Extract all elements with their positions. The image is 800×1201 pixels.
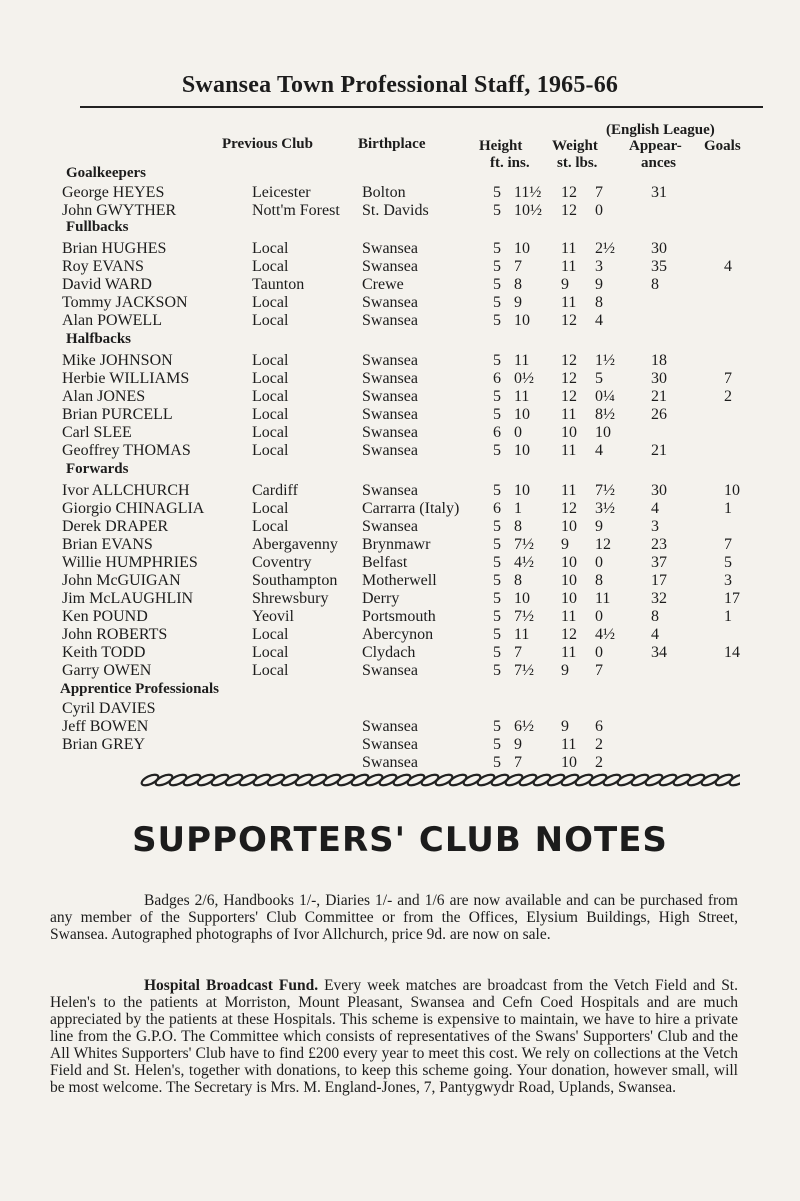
cell-hi: 10	[514, 312, 530, 329]
header-weight: Weight	[552, 138, 598, 154]
cell-wl: 7½	[595, 482, 615, 499]
cell-name: Mike JOHNSON	[62, 352, 173, 369]
table-row	[0, 572, 800, 590]
cell-prev: Local	[252, 312, 289, 329]
cell-hi: 8	[514, 518, 522, 535]
cell-hf: 5	[493, 590, 501, 607]
cell-hf: 6	[493, 424, 501, 441]
header-height-units: ft. ins.	[490, 155, 530, 171]
cell-app: 32	[651, 590, 667, 607]
cell-name: Jim McLAUGHLIN	[62, 590, 194, 607]
cell-prev: Shrewsbury	[252, 590, 329, 607]
cell-hf: 5	[493, 352, 501, 369]
cell-goals: 2	[724, 388, 732, 405]
cell-app: 37	[651, 554, 667, 571]
cell-prev: Southampton	[252, 572, 338, 589]
cell-goals: 3	[724, 572, 732, 589]
header-goals: Goals	[704, 138, 741, 154]
cell-wl: 1½	[595, 352, 615, 369]
cell-wl: 10	[595, 424, 611, 441]
cell-name: Herbie WILLIAMS	[62, 370, 190, 387]
supporters-club-heading: SUPPORTERS' CLUB NOTES	[132, 820, 668, 860]
cell-hf: 6	[493, 370, 501, 387]
cell-hf: 5	[493, 482, 501, 499]
cell-name: Brian HUGHES	[62, 240, 167, 257]
cell-hf: 5	[493, 662, 501, 679]
table-row	[0, 608, 800, 626]
cell-hf: 5	[493, 388, 501, 405]
section-apprentice: Apprentice Professionals	[60, 681, 220, 697]
cell-prev: Leicester	[252, 184, 311, 201]
cell-prev: Abergavenny	[252, 536, 338, 553]
cell-ws: 11	[561, 482, 577, 499]
cell-wl: 7	[595, 184, 603, 201]
cell-ws: 11	[561, 644, 577, 661]
cell-hi: 7	[514, 644, 522, 661]
cell-birth: Swansea	[362, 352, 418, 369]
cell-wl: 0	[595, 202, 603, 219]
table-row	[0, 536, 800, 554]
table-row	[0, 406, 800, 424]
cell-wl: 4	[595, 442, 603, 459]
table-row	[0, 700, 800, 718]
cell-wl: 4	[595, 312, 603, 329]
cell-app: 30	[651, 370, 667, 387]
cell-birth: Carrarra (Italy)	[362, 500, 460, 517]
cell-birth: Swansea	[362, 736, 418, 753]
cell-hf: 5	[493, 258, 501, 275]
cell-ws: 12	[561, 500, 577, 517]
cell-prev: Local	[252, 388, 289, 405]
cell-app: 26	[651, 406, 667, 423]
table-row	[0, 294, 800, 312]
cell-hf: 5	[493, 554, 501, 571]
cell-app: 30	[651, 482, 667, 499]
cell-name: Giorgio CHINAGLIA	[62, 500, 205, 517]
table-row	[0, 482, 800, 500]
cell-goals: 7	[724, 370, 732, 387]
cell-hf: 5	[493, 626, 501, 643]
cell-name: Roy EVANS	[62, 258, 144, 275]
cell-name: Geoffrey THOMAS	[62, 442, 191, 459]
cell-name: Keith TODD	[62, 644, 146, 661]
cell-prev: Local	[252, 442, 289, 459]
cell-ws: 9	[561, 662, 569, 679]
cell-wl: 0¼	[595, 388, 615, 405]
cell-birth: Swansea	[362, 240, 418, 257]
notes-paragraph-badges: Badges 2/6, Handbooks 1/-, Diaries 1/- and 1/6 are now available and can be purchased from any member of the Supporters' Club Committee or from the Offices, Elysium Buildings, High Street, Swansea. Autographed photographs of Ivor Allchurch, price 9d. are now on sale.	[50, 892, 738, 943]
cell-goals: 5	[724, 554, 732, 571]
table-row	[0, 240, 800, 258]
cell-hi: 9	[514, 294, 522, 311]
cell-hi: 10	[514, 240, 530, 257]
cell-birth: Brynmawr	[362, 536, 431, 553]
cell-name: Ivor ALLCHURCH	[62, 482, 190, 499]
table-row	[0, 258, 800, 276]
cell-name: John ROBERTS	[62, 626, 168, 643]
cell-birth: Swansea	[362, 294, 418, 311]
cell-hi: 10½	[514, 202, 542, 219]
cell-prev: Local	[252, 424, 289, 441]
cell-app: 18	[651, 352, 667, 369]
cell-prev: Yeovil	[252, 608, 294, 625]
cell-goals: 14	[724, 644, 740, 661]
cell-goals: 1	[724, 608, 732, 625]
cell-hi: 0½	[514, 370, 534, 387]
cell-prev: Local	[252, 406, 289, 423]
cell-hf: 5	[493, 608, 501, 625]
cell-hf: 5	[493, 754, 501, 771]
cell-wl: 2	[595, 754, 603, 771]
cell-ws: 12	[561, 626, 577, 643]
cell-birth: Swansea	[362, 388, 418, 405]
cell-birth: Portsmouth	[362, 608, 436, 625]
cell-hi: 7	[514, 258, 522, 275]
cell-birth: St. Davids	[362, 202, 429, 219]
cell-app: 3	[651, 518, 659, 535]
cell-hi: 10	[514, 482, 530, 499]
cell-name: David WARD	[62, 276, 152, 293]
cell-ws: 11	[561, 240, 577, 257]
cell-ws: 11	[561, 608, 577, 625]
cell-name: Jeff BOWEN	[62, 718, 149, 735]
cell-hi: 11	[514, 626, 530, 643]
cell-name: Ken POUND	[62, 608, 148, 625]
cell-birth: Swansea	[362, 754, 418, 771]
cell-hf: 5	[493, 736, 501, 753]
cell-hf: 5	[493, 572, 501, 589]
cell-hi: 1	[514, 500, 522, 517]
cell-ws: 9	[561, 718, 569, 735]
cell-wl: 8½	[595, 406, 615, 423]
cell-prev: Taunton	[252, 276, 305, 293]
cell-app: 21	[651, 442, 667, 459]
cell-birth: Swansea	[362, 718, 418, 735]
cell-hi: 7½	[514, 608, 534, 625]
cell-ws: 11	[561, 736, 577, 753]
cell-prev: Coventry	[252, 554, 312, 571]
cell-app: 23	[651, 536, 667, 553]
cell-wl: 12	[595, 536, 611, 553]
header-appearances-cont: ances	[641, 155, 676, 171]
notes-paragraph-hospital	[50, 977, 738, 1096]
cell-name: John McGUIGAN	[62, 572, 181, 589]
cell-birth: Belfast	[362, 554, 408, 571]
table-row	[0, 518, 800, 536]
cell-app: 8	[651, 276, 659, 293]
cell-hi: 11	[514, 388, 530, 405]
table-row	[0, 590, 800, 608]
cell-birth: Bolton	[362, 184, 406, 201]
cell-prev: Local	[252, 662, 289, 679]
cell-name: Cyril DAVIES	[62, 700, 156, 717]
cell-wl: 9	[595, 276, 603, 293]
cell-ws: 11	[561, 294, 577, 311]
cell-name: Carl SLEE	[62, 424, 132, 441]
cell-wl: 5	[595, 370, 603, 387]
cell-birth: Clydach	[362, 644, 416, 661]
cell-wl: 3	[595, 258, 603, 275]
cell-app: 30	[651, 240, 667, 257]
cell-app: 4	[651, 500, 659, 517]
cell-wl: 0	[595, 644, 603, 661]
cell-name: Brian PURCELL	[62, 406, 173, 423]
cell-name: Tommy JACKSON	[62, 294, 188, 311]
cell-hf: 5	[493, 718, 501, 735]
cell-name: John GWYTHER	[62, 202, 177, 219]
cell-ws: 11	[561, 258, 577, 275]
cell-goals: 4	[724, 258, 732, 275]
cell-name: Alan POWELL	[62, 312, 162, 329]
cell-wl: 9	[595, 518, 603, 535]
cell-hi: 0	[514, 424, 522, 441]
cell-prev: Local	[252, 500, 289, 517]
cell-wl: 8	[595, 572, 603, 589]
cell-hf: 5	[493, 184, 501, 201]
section-forwards: Forwards	[66, 461, 129, 477]
table-row	[0, 276, 800, 294]
cell-birth: Swansea	[362, 312, 418, 329]
cell-wl: 2½	[595, 240, 615, 257]
cell-hi: 8	[514, 572, 522, 589]
cell-prev: Local	[252, 240, 289, 257]
cell-wl: 3½	[595, 500, 615, 517]
header-height: Height	[479, 138, 523, 154]
cell-birth: Swansea	[362, 406, 418, 423]
cell-wl: 0	[595, 554, 603, 571]
cell-hi: 4½	[514, 554, 534, 571]
cell-hf: 5	[493, 406, 501, 423]
title-rule	[80, 106, 763, 108]
cell-wl: 7	[595, 662, 603, 679]
cell-prev: Local	[252, 518, 289, 535]
header-birthplace: Birthplace	[358, 136, 426, 152]
cell-hf: 5	[493, 276, 501, 293]
hospital-fund-lead: Hospital Broadcast Fund.	[144, 977, 319, 994]
cell-ws: 10	[561, 554, 577, 571]
cell-app: 8	[651, 608, 659, 625]
cell-hf: 5	[493, 294, 501, 311]
cell-app: 21	[651, 388, 667, 405]
rope-divider	[140, 772, 740, 788]
cell-ws: 9	[561, 536, 569, 553]
cell-ws: 10	[561, 572, 577, 589]
cell-prev: Local	[252, 370, 289, 387]
cell-ws: 12	[561, 312, 577, 329]
cell-birth: Swansea	[362, 482, 418, 499]
table-row	[0, 500, 800, 518]
cell-goals: 10	[724, 482, 740, 499]
cell-prev: Local	[252, 644, 289, 661]
cell-hf: 5	[493, 202, 501, 219]
cell-wl: 8	[595, 294, 603, 311]
cell-hf: 5	[493, 536, 501, 553]
cell-name: Willie HUMPHRIES	[62, 554, 198, 571]
cell-hi: 10	[514, 406, 530, 423]
header-appearances: Appear-	[629, 138, 682, 154]
cell-hi: 7	[514, 754, 522, 771]
cell-app: 31	[651, 184, 667, 201]
cell-app: 35	[651, 258, 667, 275]
cell-name: Derek DRAPER	[62, 518, 169, 535]
cell-ws: 11	[561, 442, 577, 459]
cell-prev: Local	[252, 294, 289, 311]
cell-hi: 6½	[514, 718, 534, 735]
cell-birth: Swansea	[362, 662, 418, 679]
cell-goals: 7	[724, 536, 732, 553]
cell-name: Alan JONES	[62, 388, 146, 405]
cell-prev: Nott'm Forest	[252, 202, 340, 219]
cell-ws: 12	[561, 352, 577, 369]
table-row	[0, 754, 800, 772]
cell-birth: Swansea	[362, 424, 418, 441]
cell-prev: Cardiff	[252, 482, 298, 499]
cell-wl: 6	[595, 718, 603, 735]
cell-ws: 12	[561, 184, 577, 201]
cell-hi: 10	[514, 442, 530, 459]
cell-ws: 12	[561, 202, 577, 219]
cell-hi: 10	[514, 590, 530, 607]
cell-birth: Swansea	[362, 442, 418, 459]
cell-ws: 12	[561, 370, 577, 387]
table-row	[0, 352, 800, 370]
header-english-league: (English League)	[606, 122, 715, 138]
cell-hi: 9	[514, 736, 522, 753]
table-row	[0, 626, 800, 644]
cell-hf: 5	[493, 312, 501, 329]
table-row	[0, 442, 800, 460]
cell-birth: Swansea	[362, 258, 418, 275]
cell-hi: 11½	[514, 184, 542, 201]
cell-ws: 12	[561, 388, 577, 405]
cell-prev: Local	[252, 626, 289, 643]
header-weight-units: st. lbs.	[557, 155, 598, 171]
cell-hf: 6	[493, 500, 501, 517]
cell-app: 34	[651, 644, 667, 661]
cell-birth: Swansea	[362, 370, 418, 387]
cell-hf: 5	[493, 644, 501, 661]
cell-prev: Local	[252, 352, 289, 369]
cell-ws: 10	[561, 518, 577, 535]
cell-hf: 5	[493, 518, 501, 535]
table-row	[0, 202, 800, 220]
table-row	[0, 662, 800, 680]
table-row	[0, 388, 800, 406]
cell-app: 17	[651, 572, 667, 589]
section-halfbacks: Halfbacks	[66, 331, 132, 347]
cell-ws: 11	[561, 406, 577, 423]
cell-ws: 10	[561, 590, 577, 607]
table-row	[0, 736, 800, 754]
cell-ws: 9	[561, 276, 569, 293]
cell-name: Brian GREY	[62, 736, 146, 753]
cell-name: Garry OWEN	[62, 662, 152, 679]
cell-hi: 11	[514, 352, 530, 369]
cell-prev: Local	[252, 258, 289, 275]
cell-hi: 8	[514, 276, 522, 293]
table-row	[0, 424, 800, 442]
section-fullbacks: Fullbacks	[66, 219, 129, 235]
table-row	[0, 370, 800, 388]
page-title: Swansea Town Professional Staff, 1965-66	[181, 72, 619, 98]
cell-hf: 5	[493, 240, 501, 257]
cell-birth: Swansea	[362, 518, 418, 535]
table-row	[0, 554, 800, 572]
cell-wl: 11	[595, 590, 611, 607]
cell-wl: 0	[595, 608, 603, 625]
cell-wl: 4½	[595, 626, 615, 643]
cell-hf: 5	[493, 442, 501, 459]
cell-name: Brian EVANS	[62, 536, 153, 553]
table-row	[0, 312, 800, 330]
cell-birth: Crewe	[362, 276, 404, 293]
hospital-fund-text: Every week matches are broadcast from the Vetch Field and St. Helen's to the patients at Morriston, Mount Pleasant, Swansea and Cefn Coed Hospitals and are much appreciated by the patients at these Hospitals. This scheme is expensive to maintain, we have to hire a private line from the G.P.O. The Committee which consists of representatives of the Swans' Supporters' Club and the All Whites Supporters' Club have to find £200 every year to meet this cost. We rely on collections at the Vetch Field and St. Helen's, together with donations, to keep this scheme going. Your donation, however small, will be most welcome. The Secretary is Mrs. M. England-Jones, 7, Pantygwydr Road, Uplands, Swansea.	[50, 977, 738, 1096]
cell-birth: Abercynon	[362, 626, 434, 643]
table-row	[0, 184, 800, 202]
cell-hi: 7½	[514, 536, 534, 553]
cell-hi: 7½	[514, 662, 534, 679]
cell-name: George HEYES	[62, 184, 165, 201]
table-row	[0, 718, 800, 736]
cell-birth: Derry	[362, 590, 400, 607]
section-goalkeepers: Goalkeepers	[66, 165, 146, 181]
cell-goals: 17	[724, 590, 740, 607]
cell-wl: 2	[595, 736, 603, 753]
cell-goals: 1	[724, 500, 732, 517]
cell-ws: 10	[561, 424, 577, 441]
cell-ws: 10	[561, 754, 577, 771]
table-row	[0, 644, 800, 662]
header-previous-club: Previous Club	[222, 136, 313, 152]
cell-birth: Motherwell	[362, 572, 437, 589]
cell-app: 4	[651, 626, 659, 643]
